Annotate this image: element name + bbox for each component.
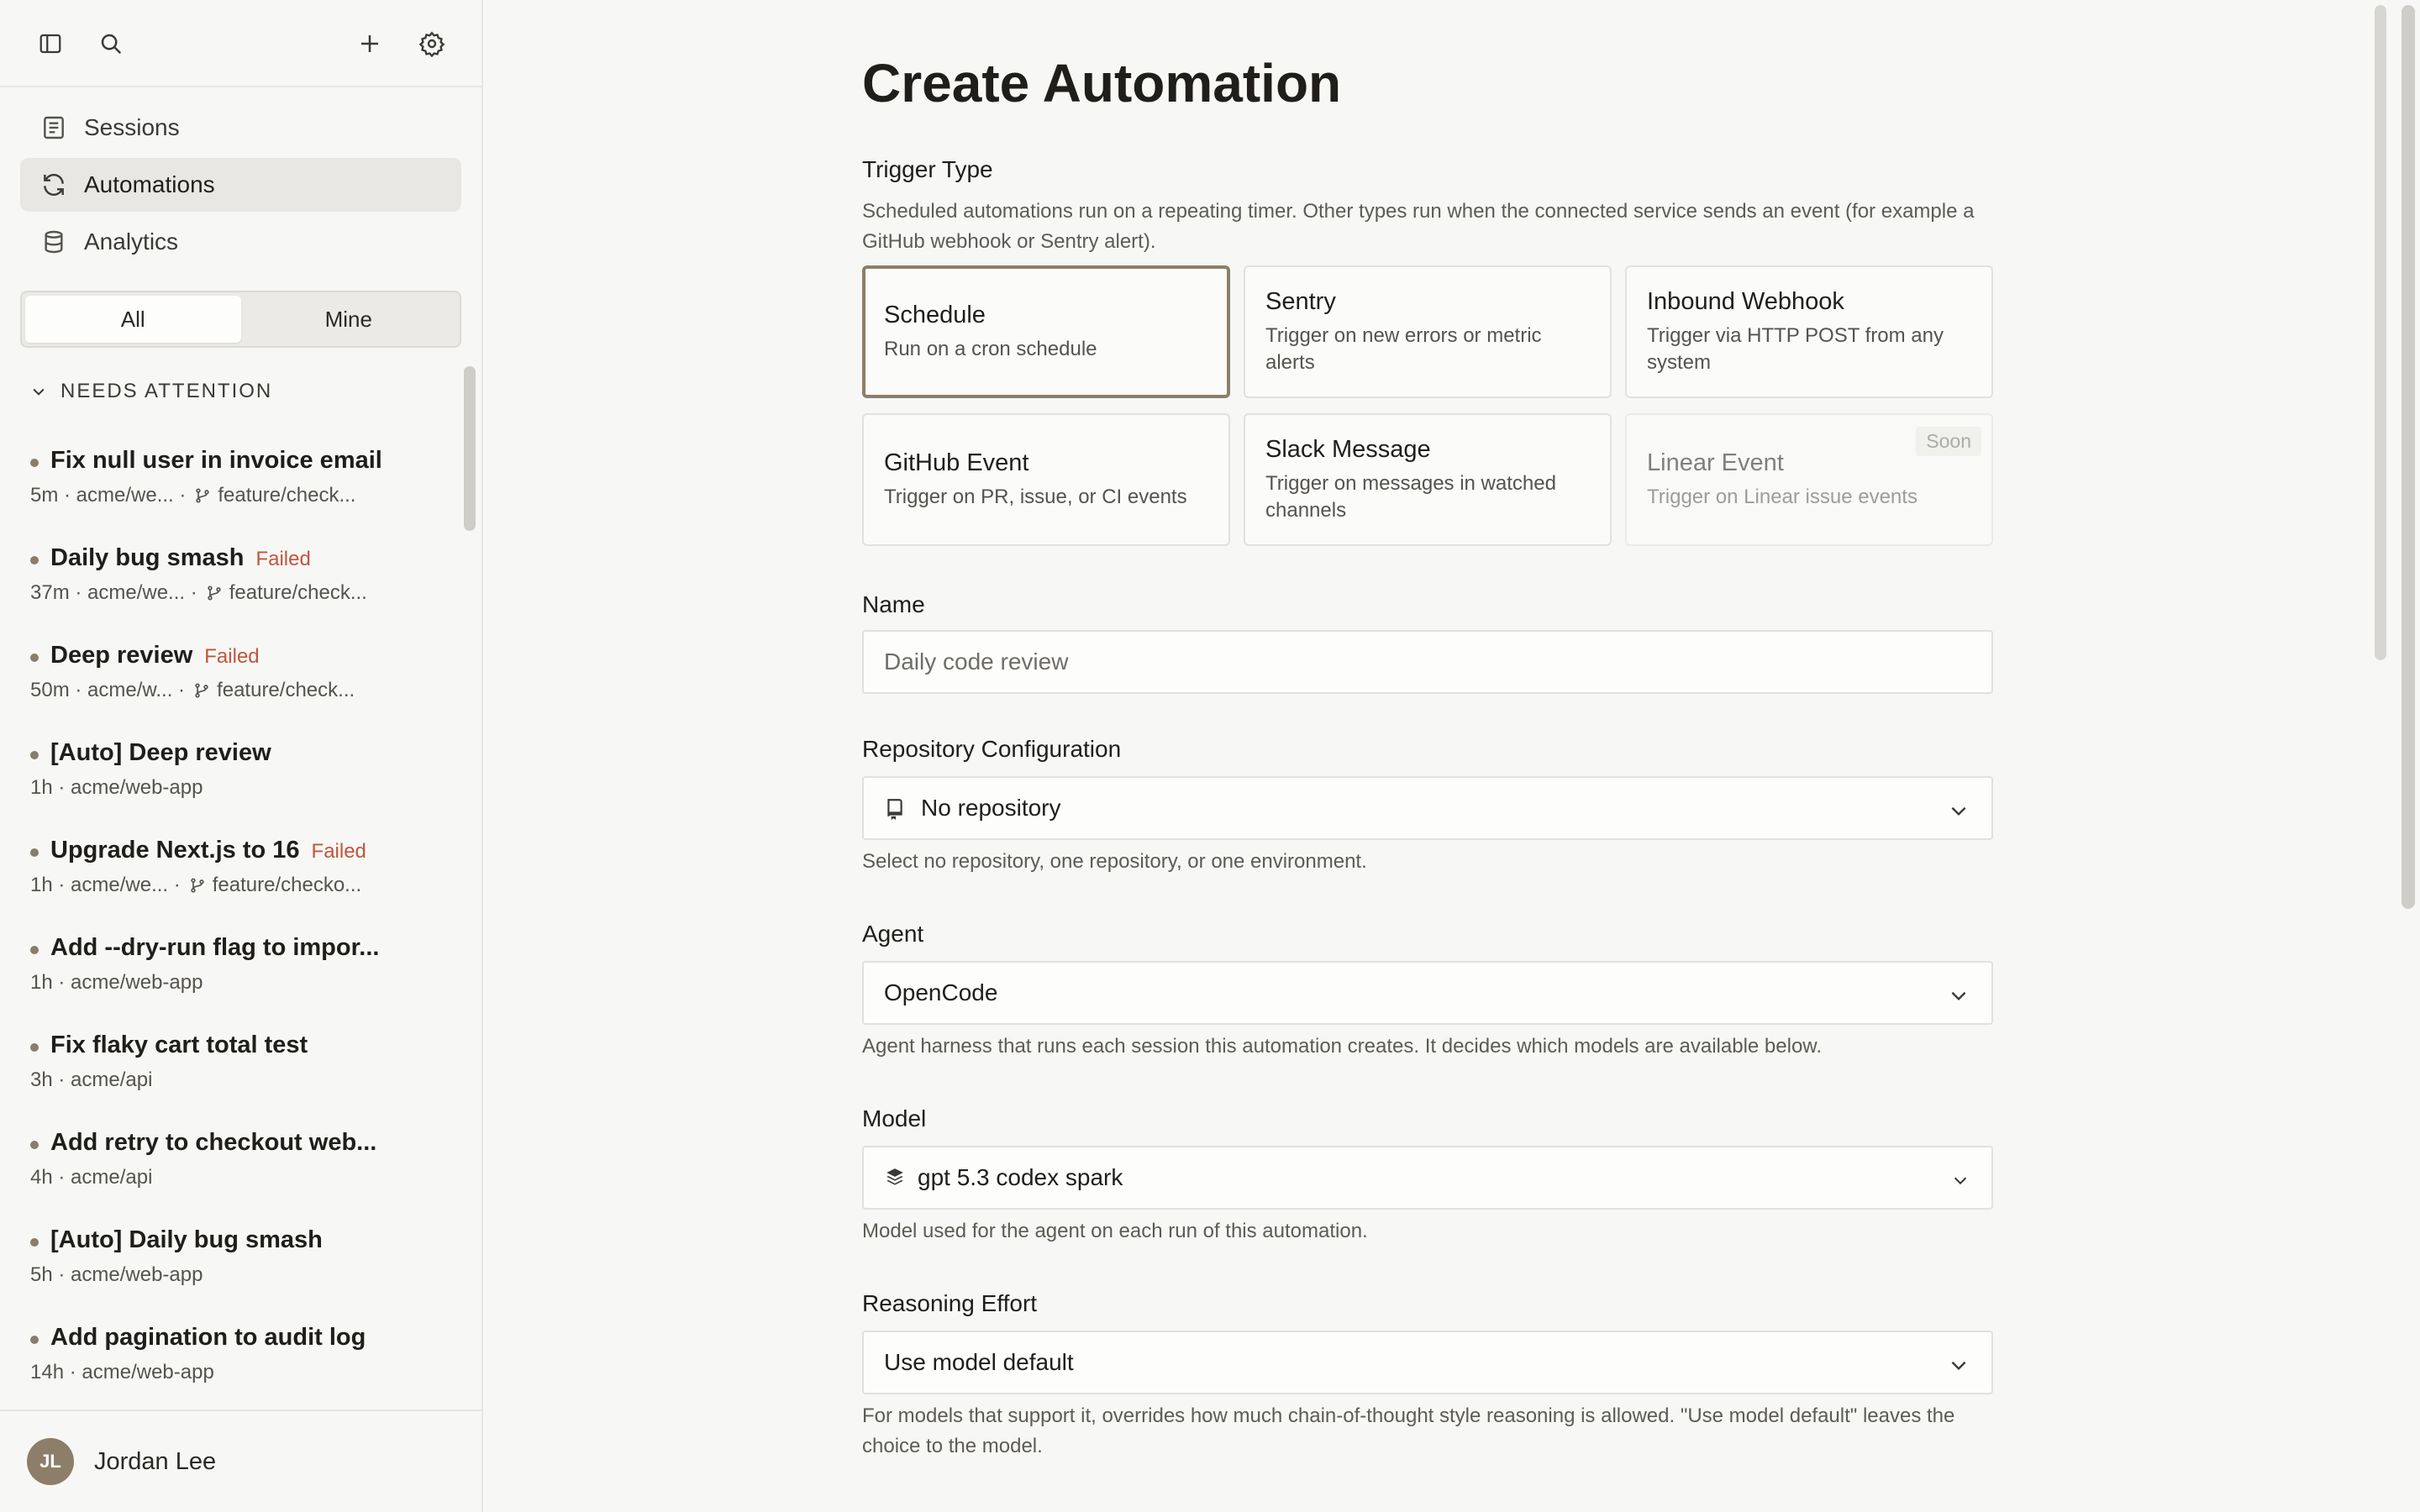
reasoning-help: For models that support it, overrides how much chain-of-thought style reasoning is allowed. "Use model default" leaves the choice to the model. bbox=[862, 1404, 1955, 1457]
gear-icon[interactable] bbox=[415, 27, 449, 60]
session-time: 3h bbox=[30, 1068, 53, 1091]
meta-separator: · bbox=[52, 1166, 71, 1189]
repository-value: No repository bbox=[921, 795, 1061, 821]
session-time: 1h bbox=[30, 874, 53, 896]
session-list-item[interactable] bbox=[30, 635, 450, 732]
session-meta bbox=[30, 679, 355, 702]
session-list-item[interactable] bbox=[30, 927, 450, 1025]
agent-value: OpenCode bbox=[884, 979, 998, 1005]
git-branch-icon bbox=[194, 486, 211, 505]
status-dot bbox=[30, 1336, 39, 1344]
repository-icon bbox=[884, 796, 906, 820]
content-scrollbar[interactable] bbox=[2375, 5, 2386, 660]
chevron-down-icon bbox=[1948, 984, 1970, 1006]
session-title-text: Daily bug smash bbox=[50, 544, 245, 571]
user-name: Jordan Lee bbox=[94, 1448, 217, 1475]
chevron-down-icon bbox=[1951, 1171, 1970, 1189]
user-profile[interactable] bbox=[0, 1410, 481, 1512]
status-dot bbox=[30, 946, 39, 954]
session-repo: acme/we... bbox=[76, 484, 174, 507]
meta-separator: · bbox=[52, 971, 71, 994]
model-select[interactable] bbox=[862, 1146, 1993, 1210]
sidebar-nav bbox=[20, 101, 461, 272]
soon-badge: Soon bbox=[1916, 427, 1981, 456]
status-dot bbox=[30, 654, 39, 662]
trigger-type-help: Scheduled automations run on a repeating timer. Other types run when the connected service sends an event (for example a GitHub webhook or Sentry alert). bbox=[862, 200, 1975, 253]
session-list-item[interactable] bbox=[30, 538, 450, 635]
session-title-text: Fix null user in invoice email bbox=[50, 447, 382, 474]
session-list-item[interactable] bbox=[30, 1220, 450, 1317]
session-branch: feature/check... bbox=[229, 581, 367, 604]
search-icon[interactable] bbox=[94, 27, 128, 60]
session-meta bbox=[30, 1263, 203, 1287]
reasoning-label: Reasoning Effort bbox=[862, 1290, 1038, 1316]
page-title: Create Automation bbox=[862, 53, 1342, 113]
session-repo: acme/web-app bbox=[71, 971, 203, 994]
agent-label: Agent bbox=[862, 921, 924, 947]
session-branch: feature/check... bbox=[218, 484, 356, 507]
trigger-type-label: Trigger Type bbox=[862, 156, 993, 182]
chevron-down-icon bbox=[1948, 800, 1970, 822]
session-meta bbox=[30, 1166, 152, 1189]
name-placeholder: Daily code review bbox=[884, 648, 1069, 675]
meta-separator: · bbox=[69, 679, 88, 701]
session-time: 5h bbox=[30, 1263, 53, 1286]
trigger-card-github-event[interactable] bbox=[862, 413, 1230, 546]
meta-separator: · bbox=[52, 776, 71, 799]
session-title-text: [Auto] Daily bug smash bbox=[50, 1226, 323, 1253]
session-branch: feature/checko... bbox=[212, 874, 362, 896]
git-branch-icon bbox=[193, 681, 210, 700]
sidebar-item-sessions[interactable] bbox=[20, 101, 461, 155]
session-repo: acme/api bbox=[71, 1068, 153, 1091]
session-time: 4h bbox=[30, 1166, 53, 1189]
filter-all-tab[interactable]: All bbox=[25, 296, 241, 343]
session-repo: acme/api bbox=[71, 1166, 153, 1189]
sidebar-toolbar bbox=[0, 0, 481, 87]
session-filter bbox=[20, 291, 461, 348]
refresh-icon bbox=[40, 171, 67, 198]
card-title: Linear Event bbox=[1647, 449, 1784, 476]
status-badge: Failed bbox=[255, 548, 311, 570]
main-content bbox=[484, 0, 2370, 1512]
meta-separator: · bbox=[185, 581, 197, 604]
document-icon bbox=[40, 114, 67, 141]
card-description: Trigger on PR, issue, or CI events bbox=[884, 485, 1187, 508]
repository-label: Repository Configuration bbox=[862, 736, 1122, 762]
card-title: Slack Message bbox=[1265, 435, 1431, 463]
avatar: JL bbox=[27, 1438, 74, 1485]
git-branch-icon bbox=[189, 876, 206, 895]
session-time: 37m bbox=[30, 581, 70, 604]
trigger-card-linear-event bbox=[1625, 413, 1993, 546]
status-dot bbox=[30, 1141, 39, 1149]
session-meta bbox=[30, 874, 361, 897]
session-title bbox=[50, 1226, 323, 1254]
session-meta bbox=[30, 484, 355, 507]
status-dot bbox=[30, 751, 39, 759]
trigger-card-inbound-webhook[interactable] bbox=[1625, 265, 1993, 398]
session-list bbox=[30, 440, 450, 1415]
meta-separator: · bbox=[64, 1361, 82, 1383]
session-title bbox=[50, 837, 366, 864]
session-list-item[interactable] bbox=[30, 1122, 450, 1220]
card-title: Sentry bbox=[1265, 287, 1336, 315]
status-dot bbox=[30, 1238, 39, 1247]
model-value: gpt 5.3 codex spark bbox=[918, 1164, 1123, 1190]
session-title bbox=[50, 934, 379, 962]
session-list-item[interactable] bbox=[30, 830, 450, 927]
name-label: Name bbox=[862, 591, 925, 617]
session-title bbox=[50, 1032, 308, 1059]
chevron-down-icon bbox=[1948, 1354, 1970, 1376]
session-title-text: Add retry to checkout web... bbox=[50, 1129, 377, 1156]
meta-separator: · bbox=[52, 874, 71, 896]
session-list-item[interactable] bbox=[30, 440, 450, 538]
model-help: Model used for the agent on each run of this automation. bbox=[862, 1220, 1368, 1242]
session-title-text: Add pagination to audit log bbox=[50, 1324, 366, 1351]
session-time: 50m bbox=[30, 679, 70, 701]
session-list-item[interactable] bbox=[30, 1317, 450, 1415]
section-title: NEEDS ATTENTION bbox=[60, 380, 273, 402]
card-description: Trigger via HTTP POST from any system bbox=[1647, 323, 1944, 374]
meta-separator: · bbox=[173, 484, 187, 507]
name-input[interactable] bbox=[862, 630, 1993, 694]
card-description: Trigger on Linear issue events bbox=[1647, 485, 1918, 508]
trigger-card-schedule[interactable] bbox=[862, 265, 1230, 398]
session-list-item[interactable] bbox=[30, 732, 450, 830]
sidebar-item-label: Analytics bbox=[84, 228, 179, 255]
filter-mine-tab[interactable]: Mine bbox=[324, 306, 372, 332]
session-title bbox=[50, 544, 311, 572]
meta-separator: · bbox=[168, 874, 181, 896]
meta-separator: · bbox=[52, 1068, 71, 1091]
reasoning-select[interactable] bbox=[862, 1331, 1993, 1394]
repository-help: Select no repository, one repository, or one environment. bbox=[862, 850, 1367, 873]
trigger-card-sentry[interactable] bbox=[1244, 265, 1612, 398]
sidebar-scrollbar[interactable] bbox=[464, 366, 476, 531]
card-title: Schedule bbox=[884, 301, 986, 328]
status-badge: Failed bbox=[311, 840, 366, 863]
meta-separator: · bbox=[172, 679, 186, 701]
plus-icon[interactable] bbox=[353, 27, 387, 60]
session-time: 1h bbox=[30, 776, 53, 799]
sidebar-toggle-icon[interactable] bbox=[34, 27, 67, 60]
session-repo: acme/w... bbox=[87, 679, 173, 701]
database-icon bbox=[40, 228, 67, 255]
session-time: 5m bbox=[30, 484, 59, 507]
sidebar bbox=[0, 0, 483, 1512]
status-badge: Failed bbox=[204, 645, 260, 668]
agent-select[interactable] bbox=[862, 961, 1993, 1025]
session-repo: acme/we... bbox=[87, 581, 186, 604]
session-title bbox=[50, 447, 382, 475]
session-title-text: Fix flaky cart total test bbox=[50, 1032, 308, 1058]
session-title bbox=[50, 1324, 366, 1352]
needs-attention-header[interactable] bbox=[30, 380, 272, 403]
sidebar-item-label: Automations bbox=[84, 171, 215, 197]
session-title-text: Add --dry-run flag to impor... bbox=[50, 934, 380, 961]
session-title-text: Upgrade Next.js to 16 bbox=[50, 837, 300, 864]
chevron-down-icon bbox=[30, 383, 47, 400]
session-list-item[interactable] bbox=[30, 1025, 450, 1122]
session-meta bbox=[30, 1068, 152, 1092]
session-meta bbox=[30, 1361, 214, 1384]
session-title-text: [Auto] Deep review bbox=[50, 739, 271, 766]
session-meta bbox=[30, 581, 367, 605]
agent-help: Agent harness that runs each session this automation creates. It decides which models are available below. bbox=[862, 1035, 1822, 1058]
session-title bbox=[50, 1129, 376, 1157]
sidebar-item-automations[interactable] bbox=[20, 158, 461, 212]
page-scrollbar[interactable] bbox=[2402, 5, 2415, 909]
session-branch: feature/check... bbox=[217, 679, 355, 701]
sidebar-item-analytics[interactable] bbox=[20, 215, 461, 269]
meta-separator: · bbox=[69, 581, 88, 604]
git-branch-icon bbox=[206, 584, 223, 602]
card-description: Trigger on messages in watched channels bbox=[1265, 471, 1556, 522]
meta-separator: · bbox=[58, 484, 76, 507]
card-title: GitHub Event bbox=[884, 449, 1029, 476]
layers-icon bbox=[884, 1167, 906, 1189]
status-dot bbox=[30, 459, 39, 467]
status-dot bbox=[30, 556, 39, 564]
reasoning-value: Use model default bbox=[884, 1349, 1074, 1375]
repository-select[interactable] bbox=[862, 776, 1993, 840]
session-title bbox=[50, 642, 260, 669]
session-repo: acme/web-app bbox=[82, 1361, 214, 1383]
sidebar-item-label: Sessions bbox=[84, 114, 180, 140]
card-description: Run on a cron schedule bbox=[884, 337, 1097, 360]
session-meta bbox=[30, 971, 203, 995]
session-time: 14h bbox=[30, 1361, 65, 1383]
session-time: 1h bbox=[30, 971, 53, 994]
session-repo: acme/we... bbox=[71, 874, 169, 896]
meta-separator: · bbox=[52, 1263, 71, 1286]
session-repo: acme/web-app bbox=[71, 1263, 203, 1286]
card-title: Inbound Webhook bbox=[1647, 287, 1844, 315]
session-meta bbox=[30, 776, 203, 800]
trigger-card-slack-message[interactable] bbox=[1244, 413, 1612, 546]
status-dot bbox=[30, 848, 39, 857]
session-title bbox=[50, 739, 271, 767]
status-dot bbox=[30, 1043, 39, 1052]
session-title-text: Deep review bbox=[50, 642, 193, 669]
session-repo: acme/web-app bbox=[71, 776, 203, 799]
card-description: Trigger on new errors or metric alerts bbox=[1265, 323, 1542, 374]
model-label: Model bbox=[862, 1105, 927, 1131]
